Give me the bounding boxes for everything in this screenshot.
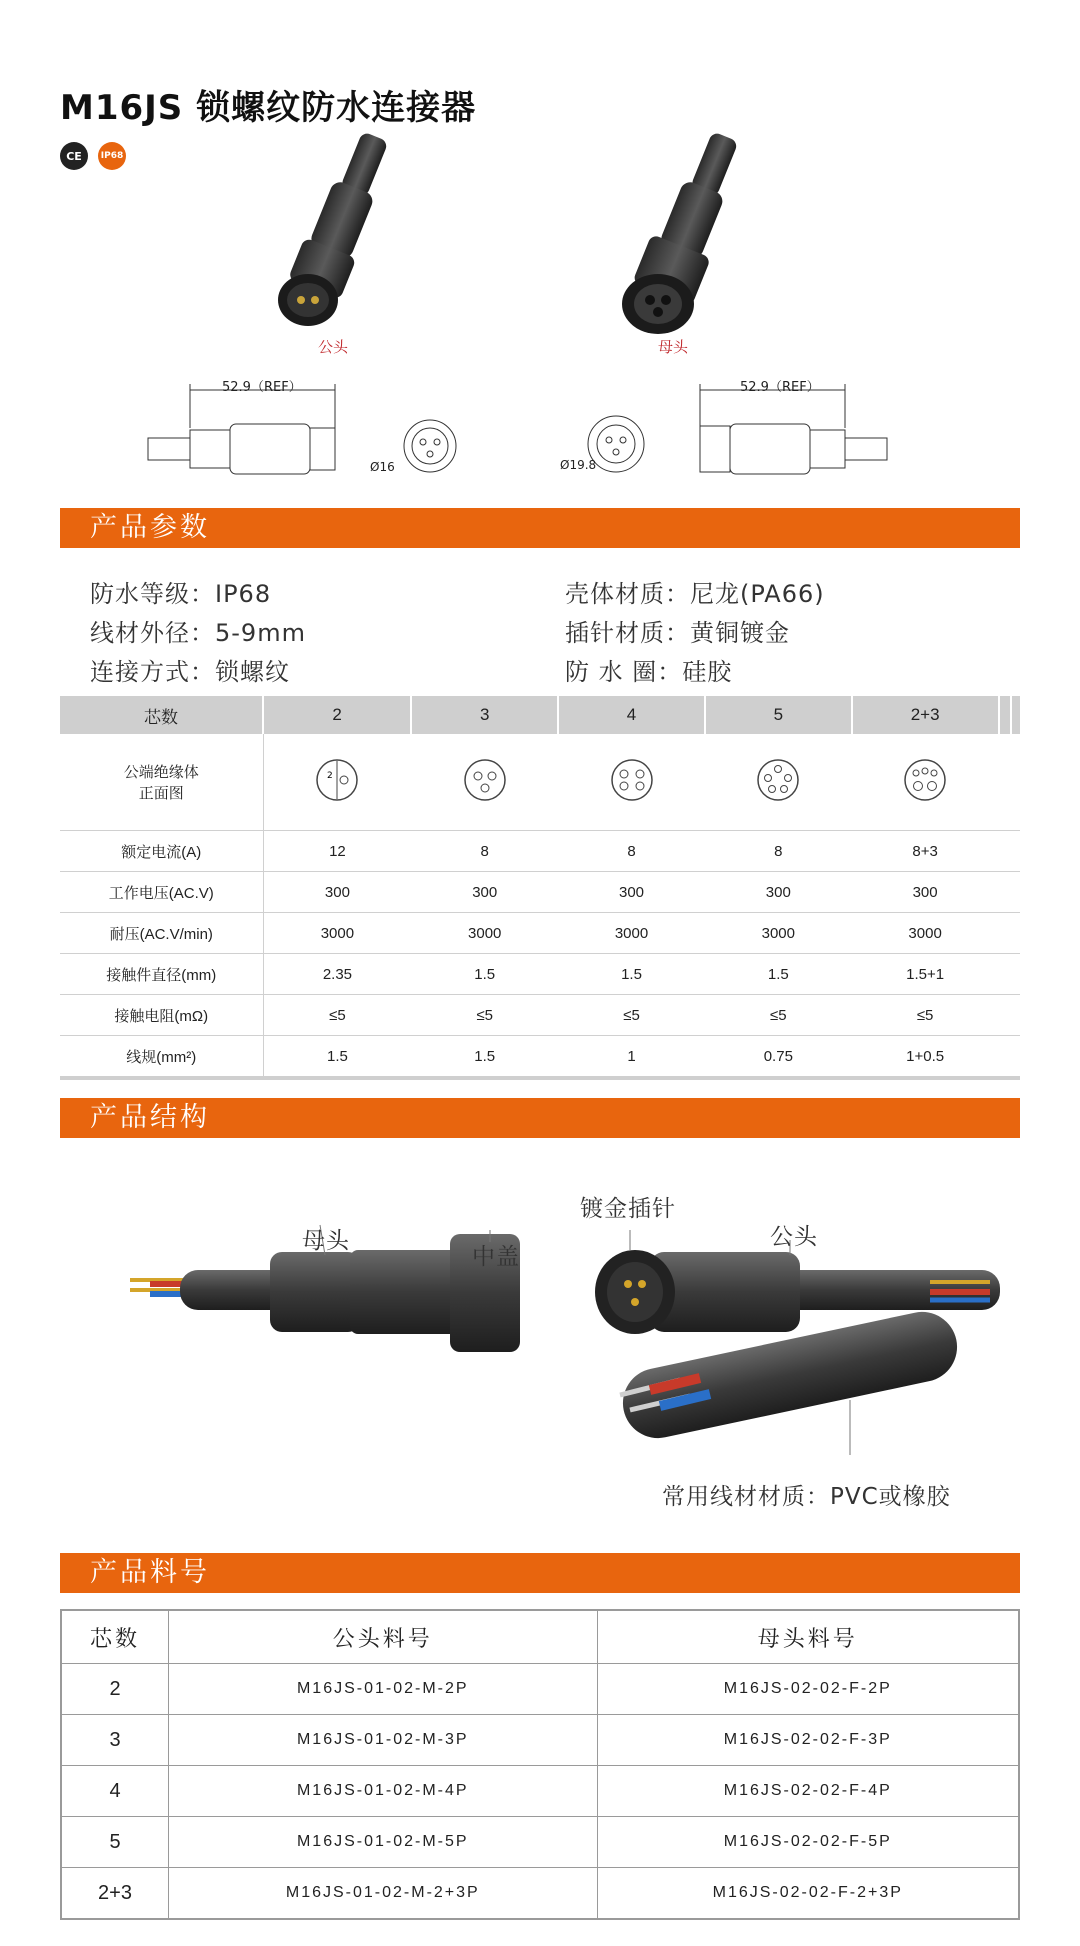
- part-female-cell: M16JS-02-02-F-4P: [597, 1766, 1019, 1817]
- pin-layout-4-icon: [609, 757, 655, 803]
- spec-cell: 3000: [263, 913, 411, 954]
- female-length-label: 52.9（REF）: [740, 380, 820, 395]
- param-label: 防 水 圈：: [565, 658, 683, 686]
- pin-layout-2-icon: [314, 757, 360, 803]
- spec-cell: 3000: [411, 913, 558, 954]
- param-value: 硅胶: [682, 658, 733, 686]
- spec-cell: 3000: [852, 913, 999, 954]
- param-label: 线材外径：: [90, 619, 215, 647]
- part-female-cell: M16JS-02-02-F-5P: [597, 1817, 1019, 1868]
- pin-layout-5-icon: [755, 757, 801, 803]
- part-male-cell: M16JS-01-02-M-2P: [169, 1664, 598, 1715]
- callout-cable-material: 常用线材材质：PVC或橡胶: [662, 1484, 951, 1510]
- part-number-table: [60, 1609, 1020, 1920]
- part-female-cell: M16JS-02-02-F-2+3P: [597, 1868, 1019, 1920]
- spec-cell: 300: [852, 872, 999, 913]
- spec-row-label: 接触电阻(mΩ): [60, 995, 263, 1036]
- spec-empty-cell: [999, 734, 1011, 831]
- svg-text:2: 2: [327, 771, 334, 781]
- callout-middle-cap: 中盖: [472, 1244, 520, 1270]
- spec-row-voltage: [60, 872, 1020, 913]
- spec-empty-cell: [999, 995, 1011, 1036]
- spec-row-contact-diameter: [60, 954, 1020, 995]
- spec-cell: ≤5: [411, 995, 558, 1036]
- spec-core-3: 3: [411, 696, 558, 734]
- male-connector-image: [260, 130, 420, 340]
- param-value: IP68: [215, 580, 272, 608]
- spec-row-label: 线规(mm²): [60, 1036, 263, 1079]
- spec-row-gauge: [60, 1036, 1020, 1079]
- pin-cell: [411, 734, 558, 831]
- spec-cell: 8+3: [852, 831, 999, 872]
- spec-core-2: 2: [263, 696, 411, 734]
- male-caption: 公头: [318, 338, 349, 356]
- spec-core-4: 4: [558, 696, 705, 734]
- pin-layout-2plus3-icon: [902, 757, 948, 803]
- ce-badge-icon: [60, 142, 88, 170]
- spec-cell: 1.5+1: [852, 954, 999, 995]
- ce-badge-label: CE: [66, 149, 82, 163]
- spec-row-label: 额定电流(A): [60, 831, 263, 872]
- part-male-cell: M16JS-01-02-M-4P: [169, 1766, 598, 1817]
- part-male-cell: M16JS-01-02-M-2+3P: [169, 1868, 598, 1920]
- spec-cell: 1: [558, 1036, 705, 1079]
- spec-header-row: [60, 696, 1020, 734]
- spec-empty-cell: [999, 872, 1011, 913]
- female-caption: 母头: [658, 338, 689, 356]
- spec-empty-cell: [1011, 913, 1020, 954]
- pin-layout-3-icon: [462, 757, 508, 803]
- spec-cell: 1.5: [411, 1036, 558, 1079]
- spec-empty-cell: [999, 913, 1011, 954]
- table-row: [61, 1868, 1019, 1920]
- param-value: 黄铜镀金: [690, 619, 790, 647]
- spec-cell: 12: [263, 831, 411, 872]
- table-row: [61, 1664, 1019, 1715]
- param-label: 连接方式：: [90, 658, 215, 686]
- spec-cell: 0.75: [705, 1036, 852, 1079]
- param-value: 5-9mm: [215, 619, 306, 647]
- section-structure-header: 产品结构: [60, 1098, 1020, 1138]
- part-cores-cell: 4: [61, 1766, 169, 1817]
- spec-pin-row: [60, 734, 1020, 831]
- part-male-cell: M16JS-01-02-M-5P: [169, 1817, 598, 1868]
- male-diameter-label: Ø16: [370, 460, 395, 474]
- spec-cell: 1.5: [411, 954, 558, 995]
- spec-header-label: 芯数: [60, 696, 263, 734]
- spec-cell: 300: [705, 872, 852, 913]
- param-value: 尼龙(PA66): [690, 580, 825, 608]
- spec-row-resistance: [60, 995, 1020, 1036]
- female-diameter-label: Ø19.8: [560, 458, 597, 472]
- part-header-cores: 芯数: [61, 1610, 169, 1664]
- spec-empty-cell: [1011, 696, 1020, 734]
- spec-cell: 1+0.5: [852, 1036, 999, 1079]
- pin-cell: [705, 734, 852, 831]
- spec-pin-row-label: [60, 734, 263, 831]
- female-assembly-image: [120, 1180, 540, 1400]
- spec-row-label: 接触件直径(mm): [60, 954, 263, 995]
- spec-empty-cell: [1011, 954, 1020, 995]
- param-pin-material: [565, 613, 790, 648]
- part-header-female: 母头料号: [597, 1610, 1019, 1664]
- spec-row-label: 工作电压(AC.V): [60, 872, 263, 913]
- param-cable-od: [90, 613, 306, 648]
- spec-empty-cell: [1011, 995, 1020, 1036]
- spec-empty-cell: [1011, 831, 1020, 872]
- spec-empty-cell: [1011, 1036, 1020, 1079]
- pin-cell: [558, 734, 705, 831]
- spec-cell: 3000: [705, 913, 852, 954]
- param-connection: [90, 652, 290, 687]
- spec-cell: ≤5: [558, 995, 705, 1036]
- callout-male-head: 公头: [770, 1224, 818, 1250]
- param-label: 插针材质：: [565, 619, 690, 647]
- section-params-header: 产品参数: [60, 508, 1020, 548]
- spec-cell: 300: [263, 872, 411, 913]
- spec-cell: 1.5: [558, 954, 705, 995]
- part-female-cell: M16JS-02-02-F-3P: [597, 1715, 1019, 1766]
- spec-row-withstand: [60, 913, 1020, 954]
- callout-gold-pin: 镀金插针: [580, 1196, 676, 1222]
- part-female-cell: M16JS-02-02-F-2P: [597, 1664, 1019, 1715]
- callout-female-head: 母头: [302, 1228, 350, 1254]
- spec-core-2plus3: 2+3: [852, 696, 999, 734]
- spec-empty-cell: [999, 831, 1011, 872]
- spec-cell: 8: [705, 831, 852, 872]
- spec-cell: 8: [558, 831, 705, 872]
- male-dimension-drawing: [140, 368, 490, 488]
- spec-cell: 3000: [558, 913, 705, 954]
- param-housing: [565, 574, 825, 609]
- pin-row-label-line2: 正面图: [138, 785, 184, 802]
- ip68-badge-label: IP68: [100, 151, 124, 161]
- part-header-male: 公头料号: [169, 1610, 598, 1664]
- param-label: 防水等级：: [90, 580, 215, 608]
- spec-cell: ≤5: [705, 995, 852, 1036]
- part-cores-cell: 2+3: [61, 1868, 169, 1920]
- ip68-badge-icon: [98, 142, 126, 170]
- table-row: [61, 1817, 1019, 1868]
- spec-cell: 1.5: [705, 954, 852, 995]
- table-row: [61, 1766, 1019, 1817]
- spec-cell: 1.5: [263, 1036, 411, 1079]
- part-cores-cell: 3: [61, 1715, 169, 1766]
- spec-core-5: 5: [705, 696, 852, 734]
- spec-row-current: [60, 831, 1020, 872]
- pin-cell: [852, 734, 999, 831]
- pin-row-label-line1: 公端绝缘体: [123, 764, 199, 781]
- spec-cell: ≤5: [852, 995, 999, 1036]
- part-cores-cell: 2: [61, 1664, 169, 1715]
- male-length-label: 52.9（REF）: [222, 380, 302, 395]
- spec-cell: 8: [411, 831, 558, 872]
- spec-cell: 300: [558, 872, 705, 913]
- spec-empty-cell: [1011, 734, 1020, 831]
- spec-empty-cell: [1011, 872, 1020, 913]
- part-cores-cell: 5: [61, 1817, 169, 1868]
- param-label: 壳体材质：: [565, 580, 690, 608]
- female-connector-image: [610, 130, 770, 340]
- spec-empty-cell: [999, 954, 1011, 995]
- pin-cell: [263, 734, 411, 831]
- spec-cell: 2.35: [263, 954, 411, 995]
- spec-table: [60, 696, 1020, 1080]
- female-dimension-drawing: [560, 368, 910, 488]
- param-waterproof: [90, 574, 271, 609]
- spec-empty-cell: [999, 1036, 1011, 1079]
- spec-cell: ≤5: [263, 995, 411, 1036]
- spec-cell: 300: [411, 872, 558, 913]
- part-male-cell: M16JS-01-02-M-3P: [169, 1715, 598, 1766]
- spec-empty-cell: [999, 696, 1011, 734]
- param-seal: [565, 652, 732, 687]
- page-title: M16JS 锁螺纹防水连接器: [60, 88, 477, 128]
- section-part-numbers-header: 产品料号: [60, 1553, 1020, 1593]
- spec-row-label: 耐压(AC.V/min): [60, 913, 263, 954]
- table-row: [61, 1715, 1019, 1766]
- param-value: 锁螺纹: [215, 658, 290, 686]
- part-header-row: [61, 1610, 1019, 1664]
